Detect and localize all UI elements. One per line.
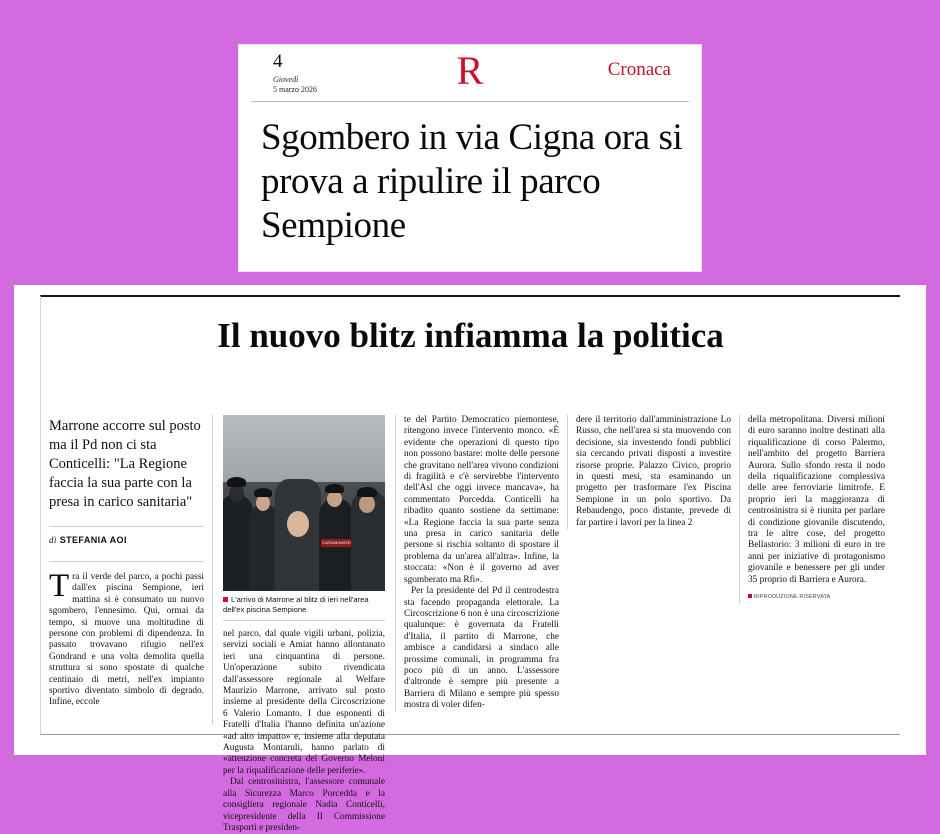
photo-sky: [223, 415, 385, 485]
article-left-column: [49, 415, 213, 725]
photo-caption: [223, 591, 385, 621]
masthead-logo: R: [456, 48, 484, 93]
article-summary: Marrone accorre sul posto ma il Pd non ci sta Conticelli: "La Regione faccia la sua parte con la presa in carico sanitaria": [49, 418, 201, 510]
top-headline: Sgombero in via Cigna ora si prova a ripulire il parco Sempione: [261, 117, 683, 246]
photo-main-subject-head: [287, 511, 309, 537]
photo-figure-head: [229, 485, 244, 502]
newspaper-header: [251, 45, 689, 102]
article-photo-column: [223, 415, 385, 834]
carabinieri-vest-label: CARABINIERI: [322, 540, 351, 545]
article-column-3: [395, 415, 567, 712]
article-column-4: [567, 415, 739, 529]
page-number: 4: [273, 51, 283, 72]
article-column-5-text: della metropolitana. Diversi milioni di euro saranno inoltre destinati alla riqualificazione di corso Palermo, nell'ambito del progetto Barriera Aurora. Sullo sfondo resta il nodo della riqualificazione complessiva delle aree ferroviarie limitrofe. E proprio ieri la maggioranza di centrosinistra si è riunita per parlare di condizione giovanile discutendo, tra le altre cose, del progetto Bellastorio: 3 milioni di euro in tre anni per iniziative di protagonismo giovanile e benessere per gli under 35 proprio di Barriera e Aurora.: [748, 415, 885, 585]
article-content: [49, 415, 893, 833]
main-headline: Il nuovo blitz infiamma la politica: [217, 316, 724, 355]
photo-figure-head: [327, 491, 342, 507]
publication-date: [273, 75, 317, 95]
section-label: Cronaca: [607, 59, 671, 80]
copyright-marker-icon: [748, 594, 752, 598]
article-column-3-text: te del Partito Democratico piemontese, ritengono invece l'intervento monco. «È evidente che operazioni di questo tipo non possono bastare: molte delle persone che gravitano nell'area vivono condizioni di fragilità e c'è servirebbe l'intervento dell'Asl che oggi invece mancava», ha commentato Porcedda. Conticelli ha ribadito quanto sostiene da settimane: «La Regione faccia la sua parte senza una presa in carico sanitaria delle persone si rischia soltanto di spostare il problema da un'area all'altra». Infine, la stoccata: «Non è il governo ad aver sgomberato ma Rfi».: [404, 415, 559, 585]
byline-prefix: di: [49, 535, 57, 545]
article-column-2-text: nel parco, dal quale vigili urbani, polizia, servizi sociali e Amiat hanno allontanato ieri una cinquantina di persone. Un'operazione subito rivendicata dall'assessore regionale al Welfare Maurizio Marrone, arrivato sul posto insieme al presidente della Circoscrizione 6 Valerio Lomanto. I due esponenti di Fratelli d'Italia l'hanno definita un'azione «ad alto impatto» e, insieme alla deputata Augusta Montaruli, hanno parlato di «attenzione concreta del Governo Meloni per la riqualificazione delle periferie».: [223, 629, 385, 776]
main-page-frame: [40, 295, 900, 833]
photo-figure-head: [256, 495, 270, 511]
article-column-4-text: dere il territorio dall'amministrazione Lo Russo, che nell'area si sta muovendo con decisione, sia investendo fondi pubblici sia cercando privati disposti a investire risorse proprie. Palazzo Civico, proprio in questi mesi, sta esaminando un progetto per trasformare l'ex Piscina Sempione in un polo sportivo. Da Rebaudengo, poco distante, prevede di far partire i lavori per la linea 2: [576, 415, 731, 528]
date-label: 5 marzo 2026: [273, 85, 317, 94]
weekday-label: Giovedì: [273, 75, 299, 84]
article-column-2: [223, 629, 385, 834]
drop-cap: T: [49, 568, 70, 604]
byline-author: STEFANIA AOI: [59, 535, 127, 545]
newspaper-main-page: [14, 285, 926, 833]
copyright-notice: [748, 592, 885, 603]
photo-figure-head: [359, 495, 375, 513]
photo-cap-icon: [325, 484, 344, 493]
copyright-text: RIPRODUZIONE RISERVATA: [754, 594, 831, 601]
newspaper-top-clipping: [238, 44, 702, 272]
article-column-5: [739, 415, 893, 604]
photo-cap-icon: [254, 488, 272, 497]
article-byline: [49, 526, 204, 545]
photo-cap-icon: [357, 487, 377, 497]
article-column-1: [49, 561, 204, 709]
article-column-1-text: ra il verde del parco, a pochi passi dall'ex piscina Sempione, ieri mattina si è consumato un nuovo sgombero, l'ennesimo. Qui, ormai da tempo, si muove una moltitudine di persone con problemi di dipendenza. In passato trovavano rifugio nell'ex Gondrand e una volta demolita quella struttura si sono spostate di qualche centinaio di metri, nell'ex impianto sportivo diventato simbolo di degrado. Infine, eccole: [49, 572, 204, 708]
caption-marker-icon: [223, 597, 228, 602]
article-column-3-text-b: Per la presidente del Pd il centrodestra sta facendo propaganda elettorale. La Circoscrizione 6 non è una circoscrizione qualunque: è governata da Fratelli d'Italia, il partito di Marrone, che ambisce a candidarsi a sindaco alle prossime comunali, in programma fra poco più di un anno. L'assessore d'altronde è sempre più presente a Barriera di Milano e sempre più spesso mostra di voler difen-: [404, 586, 559, 711]
photo-cap-icon: [227, 477, 246, 487]
article-column-2-text-b: Dal centrosinistra, l'assessore comunale alla Sicurezza Marco Porcedda e la consigliera regionale Nadia Conticelli, vicepresidente della II Commissione Trasporti e presiden-: [223, 777, 385, 833]
photo-caption-text: L'arrivo di Marrone al blitz di ieri nell'area dell'ex piscina Sempione: [223, 595, 369, 614]
article-photo: [223, 415, 385, 591]
